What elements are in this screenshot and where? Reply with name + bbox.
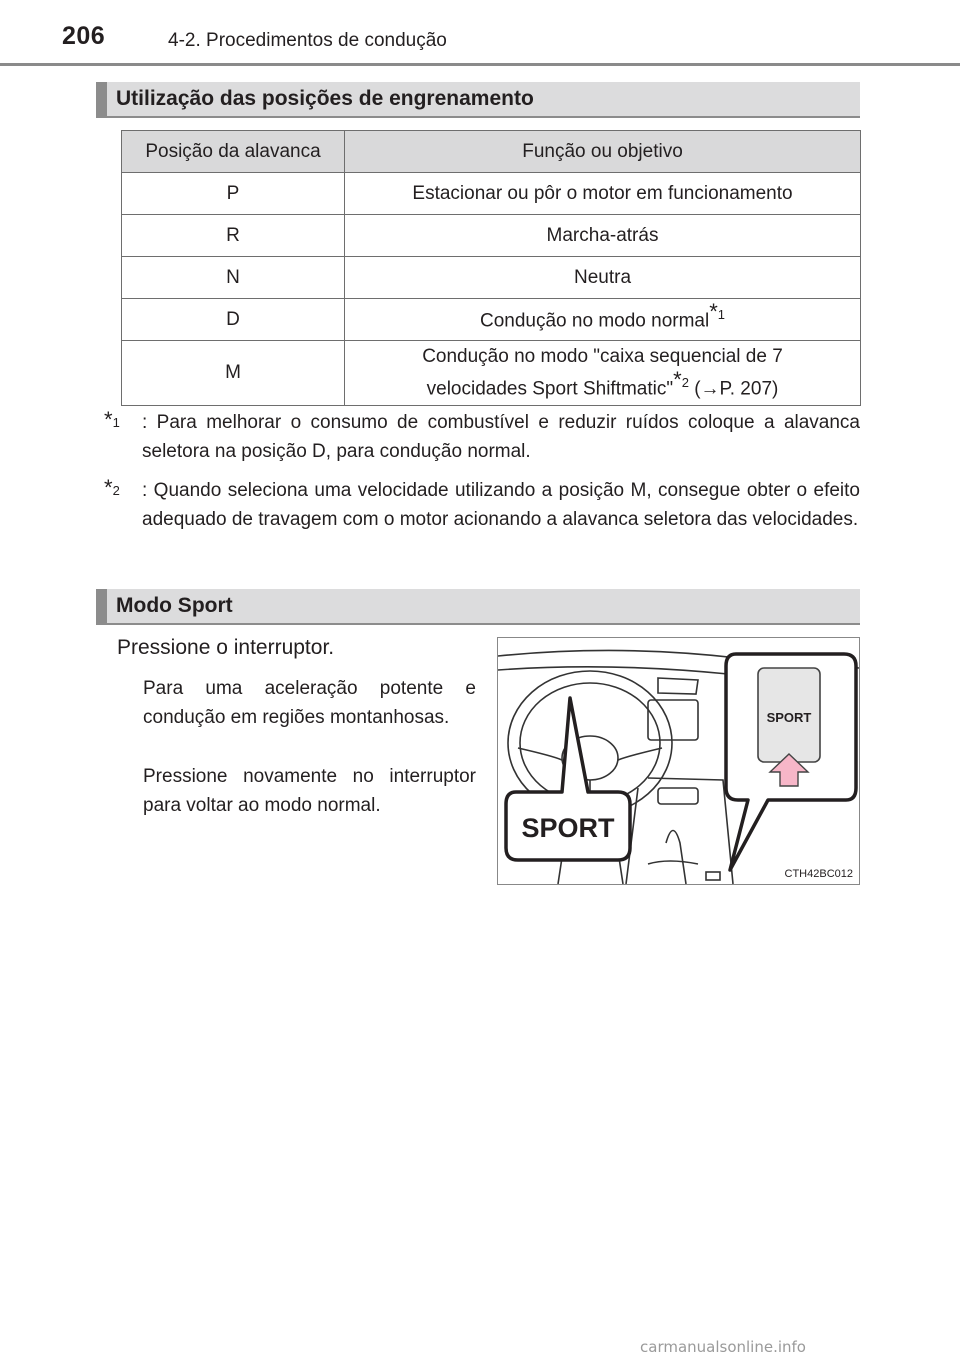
- function-text: Condução no modo normal: [480, 310, 710, 332]
- header-divider: [0, 63, 960, 66]
- note-number: 2: [681, 374, 689, 390]
- chapter-title: 4-2. Procedimentos de condução: [168, 30, 447, 51]
- page-reference: (→P. 207): [694, 378, 779, 400]
- cell-function: [345, 341, 861, 406]
- page-header: [0, 0, 960, 68]
- cell-function: Marcha-atrás: [345, 215, 861, 257]
- note-asterisk: *: [709, 298, 718, 324]
- cell-position: R: [122, 215, 345, 257]
- dashboard-drawing: [498, 638, 859, 884]
- cell-position: M: [122, 341, 345, 406]
- cell-function: Estacionar ou pôr o motor em funcionamento: [345, 173, 861, 215]
- table-row: [122, 173, 861, 215]
- footnote-number: 1: [112, 415, 120, 430]
- table-row: [122, 299, 861, 341]
- function-text-line2: velocidades Sport Shiftmatic": [426, 378, 674, 400]
- illustration-code: CTH42BC012: [784, 868, 853, 880]
- section-heading-label: Modo Sport: [116, 594, 233, 617]
- function-text-line1: Condução no modo "caixa sequencial de 7: [422, 345, 783, 367]
- section-heading-gear-positions: [96, 82, 860, 118]
- column-header-position: Posição da alavanca: [122, 131, 345, 173]
- page-number: 206: [62, 22, 106, 50]
- column-header-function: Função ou objetivo: [345, 131, 861, 173]
- sport-return-note: Pressione novamente no interruptor para voltar ao modo normal.: [143, 766, 476, 816]
- watermark: carmanualsonline.info: [640, 1338, 806, 1356]
- switch-label: SPORT: [766, 710, 812, 725]
- sport-switch-illustration: [497, 637, 860, 885]
- cell-position: N: [122, 257, 345, 299]
- footnote-asterisk: *: [104, 407, 113, 432]
- step-instruction: Pressione o interruptor.: [117, 636, 335, 659]
- note-asterisk: *: [673, 366, 682, 392]
- footnote-number: 2: [112, 483, 120, 498]
- callout-label: SPORT: [521, 813, 615, 843]
- footnote-text: : Para melhorar o consumo de combustível e reduzir ruídos coloque a alavanca seletora na posição D, para condução normal.: [142, 412, 860, 462]
- table-row: [122, 215, 861, 257]
- footnote-asterisk: *: [104, 475, 113, 500]
- footnote-text: : Quando seleciona uma velocidade utilizando a posição M, consegue obter o efeito adequado de travagem com o motor acionando a alavanca seletora das velocidades.: [142, 480, 860, 530]
- cell-position: D: [122, 299, 345, 341]
- footnote-2: [104, 476, 860, 534]
- sport-description: Para uma aceleração potente e condução em regiões montanhosas.: [143, 678, 476, 728]
- section-heading-sport-mode: [96, 589, 860, 625]
- table-row: [122, 341, 861, 406]
- table-row: [122, 257, 861, 299]
- cell-position: P: [122, 173, 345, 215]
- table-header-row: [122, 131, 861, 173]
- cell-function: [345, 299, 861, 341]
- footnote-1: [104, 408, 860, 466]
- section-heading-label: Utilização das posições de engrenamento: [116, 87, 534, 110]
- gear-positions-table: [121, 130, 861, 406]
- note-number: 1: [717, 306, 725, 322]
- cell-function: Neutra: [345, 257, 861, 299]
